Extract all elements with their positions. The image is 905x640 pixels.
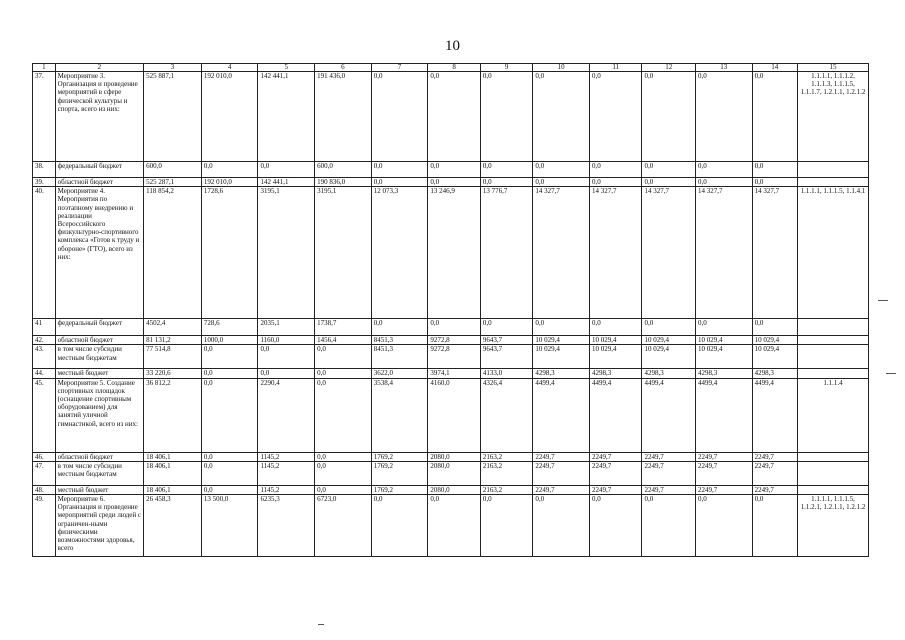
value-cell: 2249,7 (695, 452, 752, 461)
value-cell: 4160,0 (428, 378, 481, 452)
row-number: 37. (33, 72, 56, 162)
value-cell: 4298,3 (533, 369, 590, 378)
value-cell: 0,0 (428, 319, 481, 336)
value-cell: 192 010,0 (201, 72, 258, 162)
value-cell: 0,0 (201, 162, 258, 178)
value-cell: 2249,7 (752, 452, 797, 461)
value-cell: 4502,4 (144, 319, 202, 336)
value-cell: 26 458,3 (144, 495, 202, 557)
reference-cell (797, 336, 868, 345)
value-cell: 4499,4 (752, 378, 797, 452)
reference-cell: 1.1.1.1, 1.1.1.5, 1.1.2.1, 1.2.1.1, 1.2.1.2 (797, 495, 868, 557)
value-cell: 2163,2 (480, 485, 533, 494)
value-cell: 2249,7 (642, 485, 696, 494)
value-cell: 600,0 (315, 162, 372, 178)
value-cell: 1769,2 (371, 452, 428, 461)
row-label: Мероприятие 3. Организация и проведение мероприятий в сфере физической культуры и спорта, всего из них: (55, 72, 144, 162)
value-cell: 9272,8 (428, 336, 481, 345)
table-row (33, 336, 869, 345)
value-cell: 4298,3 (642, 369, 696, 378)
value-cell: 0,0 (695, 72, 752, 162)
column-header: 15 (797, 64, 868, 72)
value-cell: 10 029,4 (589, 345, 642, 369)
value-cell: 4499,4 (642, 378, 696, 452)
value-cell: 13 500,0 (201, 495, 258, 557)
reference-cell (797, 452, 868, 461)
row-number: 47. (33, 461, 56, 485)
column-header: 5 (258, 64, 315, 72)
value-cell: 1769,2 (371, 461, 428, 485)
table-row (33, 162, 869, 178)
value-cell: 2035,1 (258, 319, 315, 336)
value-cell: 0,0 (428, 495, 481, 557)
column-header: 12 (642, 64, 696, 72)
value-cell: 0,0 (752, 319, 797, 336)
value-cell: 0,0 (201, 369, 258, 378)
value-cell: 0,0 (642, 72, 696, 162)
column-header: 7 (371, 64, 428, 72)
value-cell: 0,0 (589, 162, 642, 178)
row-label: в том числе субсидии местным бюджетам (55, 345, 144, 369)
value-cell: 0,0 (589, 495, 642, 557)
reference-cell: 1.1.1.4 (797, 378, 868, 452)
value-cell: 2290,4 (258, 378, 315, 452)
value-cell: 0,0 (695, 495, 752, 557)
value-cell: 2163,2 (480, 461, 533, 485)
value-cell: 77 514,8 (144, 345, 202, 369)
value-cell: 6723,0 (315, 495, 372, 557)
value-cell: 0,0 (589, 319, 642, 336)
value-cell: 33 220,6 (144, 369, 202, 378)
value-cell: 0,0 (371, 495, 428, 557)
row-label: местный бюджет (55, 369, 144, 378)
column-header: 1 (33, 64, 56, 72)
value-cell: 10 029,4 (589, 336, 642, 345)
value-cell: 10 029,4 (533, 336, 590, 345)
row-number: 40. (33, 187, 56, 319)
value-cell: 13 776,7 (480, 187, 533, 319)
value-cell: 0,0 (642, 319, 696, 336)
value-cell: 2080,0 (428, 485, 481, 494)
value-cell: 192 010,0 (201, 178, 258, 187)
value-cell: 2249,7 (642, 461, 696, 485)
row-label: федеральный бюджет (55, 319, 144, 336)
value-cell: 0,0 (428, 178, 481, 187)
value-cell: 0,0 (533, 178, 590, 187)
value-cell: 1145,2 (258, 461, 315, 485)
value-cell: 0,0 (533, 319, 590, 336)
row-label: федеральный бюджет (55, 162, 144, 178)
value-cell: 3974,1 (428, 369, 481, 378)
value-cell: 10 029,4 (642, 345, 696, 369)
value-cell: 0,0 (642, 162, 696, 178)
value-cell: 1728,6 (201, 187, 258, 319)
value-cell: 190 836,0 (315, 178, 372, 187)
table-row (33, 461, 869, 485)
value-cell: 0,0 (201, 378, 258, 452)
reference-cell: 1.1.1.1, 1.1.1.2, 1.1.1.3, 1.1.1.5, 1.1.1.7, 1.2.1.1, 1.2.1.2 (797, 72, 868, 162)
row-label: в том числе субсидии местным бюджетам (55, 461, 144, 485)
column-header: 8 (428, 64, 481, 72)
header-row (33, 64, 869, 72)
table-row (33, 452, 869, 461)
value-cell: 18 406,1 (144, 452, 202, 461)
value-cell: 0,0 (258, 345, 315, 369)
value-cell: 0,0 (371, 162, 428, 178)
row-number: 38. (33, 162, 56, 178)
value-cell: 0,0 (428, 72, 481, 162)
value-cell: 2249,7 (642, 452, 696, 461)
column-header: 13 (695, 64, 752, 72)
reference-cell: 1.1.1.1, 1.1.1.5, 1.1.4.1 (797, 187, 868, 319)
row-label: Мероприятие 4. Мероприятия по поэтапному внедрению и реализации Всероссийского физкультурно-спортивного комплекса «Готов к труду и обороне» (ГТО), всего из них: (55, 187, 144, 319)
reference-cell (797, 319, 868, 336)
margin-mark-right-lower (886, 373, 896, 374)
column-header: 9 (480, 64, 533, 72)
value-cell: 4499,4 (589, 378, 642, 452)
value-cell: 2249,7 (695, 461, 752, 485)
value-cell: 3622,0 (371, 369, 428, 378)
value-cell: 0,0 (258, 369, 315, 378)
value-cell: 0,0 (642, 178, 696, 187)
value-cell: 1456,4 (315, 336, 372, 345)
value-cell: 0,0 (480, 162, 533, 178)
value-cell: 8451,3 (371, 336, 428, 345)
value-cell: 4326,4 (480, 378, 533, 452)
value-cell: 142 441,1 (258, 178, 315, 187)
value-cell: 9643,7 (480, 345, 533, 369)
value-cell: 6235,3 (258, 495, 315, 557)
row-number: 44. (33, 369, 56, 378)
reference-cell (797, 345, 868, 369)
table-row (33, 495, 869, 557)
column-header: 14 (752, 64, 797, 72)
value-cell: 600,0 (144, 162, 202, 178)
table-row (33, 345, 869, 369)
reference-cell (797, 485, 868, 494)
reference-cell (797, 162, 868, 178)
column-header: 3 (144, 64, 202, 72)
value-cell: 0,0 (201, 461, 258, 485)
value-cell: 0,0 (695, 178, 752, 187)
value-cell: 14 327,7 (695, 187, 752, 319)
row-label: местный бюджет (55, 485, 144, 494)
value-cell: 191 436,0 (315, 72, 372, 162)
value-cell: 0,0 (752, 495, 797, 557)
value-cell: 0,0 (371, 72, 428, 162)
row-number: 41 (33, 319, 56, 336)
value-cell: 13 246,9 (428, 187, 481, 319)
value-cell: 12 073,3 (371, 187, 428, 319)
reference-cell (797, 369, 868, 378)
table-row (33, 72, 869, 162)
value-cell: 10 029,4 (695, 345, 752, 369)
value-cell: 3195,1 (258, 187, 315, 319)
value-cell: 2249,7 (533, 452, 590, 461)
value-cell: 4499,4 (695, 378, 752, 452)
value-cell: 10 029,4 (752, 345, 797, 369)
margin-mark-bottom (318, 624, 324, 625)
value-cell: 0,0 (315, 461, 372, 485)
value-cell: 1000,0 (201, 336, 258, 345)
margin-mark-right (878, 300, 888, 301)
value-cell: 0,0 (533, 72, 590, 162)
value-cell: 2080,0 (428, 461, 481, 485)
value-cell: 0,0 (428, 162, 481, 178)
value-cell: 4133,0 (480, 369, 533, 378)
value-cell: 1160,0 (258, 336, 315, 345)
value-cell: 1769,2 (371, 485, 428, 494)
value-cell: 10 029,4 (642, 336, 696, 345)
value-cell: 142 441,1 (258, 72, 315, 162)
value-cell: 2249,7 (533, 461, 590, 485)
value-cell: 0,0 (752, 72, 797, 162)
value-cell: 525 887,1 (144, 72, 202, 162)
row-number: 43. (33, 345, 56, 369)
value-cell: 2163,2 (480, 452, 533, 461)
value-cell: 2249,7 (589, 461, 642, 485)
value-cell: 0,0 (480, 72, 533, 162)
value-cell: 1145,2 (258, 485, 315, 494)
page-number: 10 (445, 38, 460, 54)
value-cell: 0,0 (371, 319, 428, 336)
table-row (33, 378, 869, 452)
value-cell: 525 287,1 (144, 178, 202, 187)
value-cell: 10 029,4 (533, 345, 590, 369)
value-cell: 0,0 (201, 345, 258, 369)
value-cell: 0,0 (315, 485, 372, 494)
value-cell: 728,6 (201, 319, 258, 336)
value-cell: 0,0 (533, 495, 590, 557)
column-header: 6 (315, 64, 372, 72)
row-label: Мероприятие 5. Создание спортивных площадок (оснащение спортивным оборудованием) для занятий уличной гимнастикой, всего из них: (55, 378, 144, 452)
value-cell: 1145,2 (258, 452, 315, 461)
value-cell: 10 029,4 (752, 336, 797, 345)
value-cell: 2249,7 (533, 485, 590, 494)
reference-cell (797, 461, 868, 485)
value-cell: 2249,7 (752, 461, 797, 485)
value-cell: 0,0 (315, 378, 372, 452)
value-cell: 2249,7 (589, 485, 642, 494)
row-label: Мероприятие 6. Организация и проведение мероприятий среди людей с ограничен-ными физическими возможностями здоровья, всего (55, 495, 144, 557)
value-cell: 1738,7 (315, 319, 372, 336)
row-number: 49. (33, 495, 56, 557)
budget-table (32, 63, 869, 557)
value-cell: 0,0 (315, 345, 372, 369)
value-cell: 0,0 (480, 495, 533, 557)
value-cell: 0,0 (533, 162, 590, 178)
value-cell: 4298,3 (752, 369, 797, 378)
value-cell: 0,0 (201, 485, 258, 494)
value-cell: 0,0 (695, 162, 752, 178)
column-header: 2 (55, 64, 144, 72)
value-cell: 2249,7 (752, 485, 797, 494)
table-row (33, 369, 869, 378)
value-cell: 14 327,7 (642, 187, 696, 319)
column-header: 10 (533, 64, 590, 72)
value-cell: 0,0 (258, 162, 315, 178)
table-row (33, 485, 869, 494)
value-cell: 3538,4 (371, 378, 428, 452)
row-label: областной бюджет (55, 336, 144, 345)
value-cell: 81 131,2 (144, 336, 202, 345)
value-cell: 14 327,7 (589, 187, 642, 319)
row-number: 42. (33, 336, 56, 345)
table-row (33, 319, 869, 336)
value-cell: 2249,7 (695, 485, 752, 494)
row-number: 46. (33, 452, 56, 461)
value-cell: 0,0 (642, 495, 696, 557)
value-cell: 4298,3 (695, 369, 752, 378)
value-cell: 0,0 (752, 162, 797, 178)
column-header: 4 (201, 64, 258, 72)
row-number: 45. (33, 378, 56, 452)
table-row (33, 178, 869, 187)
column-header: 11 (589, 64, 642, 72)
value-cell: 8451,3 (371, 345, 428, 369)
value-cell: 4499,4 (533, 378, 590, 452)
value-cell: 0,0 (480, 319, 533, 336)
value-cell: 18 406,1 (144, 461, 202, 485)
value-cell: 0,0 (589, 72, 642, 162)
row-number: 48. (33, 485, 56, 494)
value-cell: 36 812,2 (144, 378, 202, 452)
table-row (33, 187, 869, 319)
value-cell: 14 327,7 (533, 187, 590, 319)
value-cell: 0,0 (315, 369, 372, 378)
value-cell: 0,0 (315, 452, 372, 461)
value-cell: 0,0 (201, 452, 258, 461)
value-cell: 0,0 (589, 178, 642, 187)
value-cell: 0,0 (480, 178, 533, 187)
value-cell: 4298,3 (589, 369, 642, 378)
value-cell: 3195,1 (315, 187, 372, 319)
row-label: областной бюджет (55, 452, 144, 461)
value-cell: 118 854,2 (144, 187, 202, 319)
reference-cell (797, 178, 868, 187)
value-cell: 10 029,4 (695, 336, 752, 345)
value-cell: 18 406,1 (144, 485, 202, 494)
value-cell: 9643,7 (480, 336, 533, 345)
row-label: областной бюджет (55, 178, 144, 187)
value-cell: 14 327,7 (752, 187, 797, 319)
row-number: 39. (33, 178, 56, 187)
value-cell: 9272,8 (428, 345, 481, 369)
value-cell: 0,0 (752, 178, 797, 187)
value-cell: 2249,7 (589, 452, 642, 461)
value-cell: 2080,0 (428, 452, 481, 461)
value-cell: 0,0 (371, 178, 428, 187)
value-cell: 0,0 (695, 319, 752, 336)
